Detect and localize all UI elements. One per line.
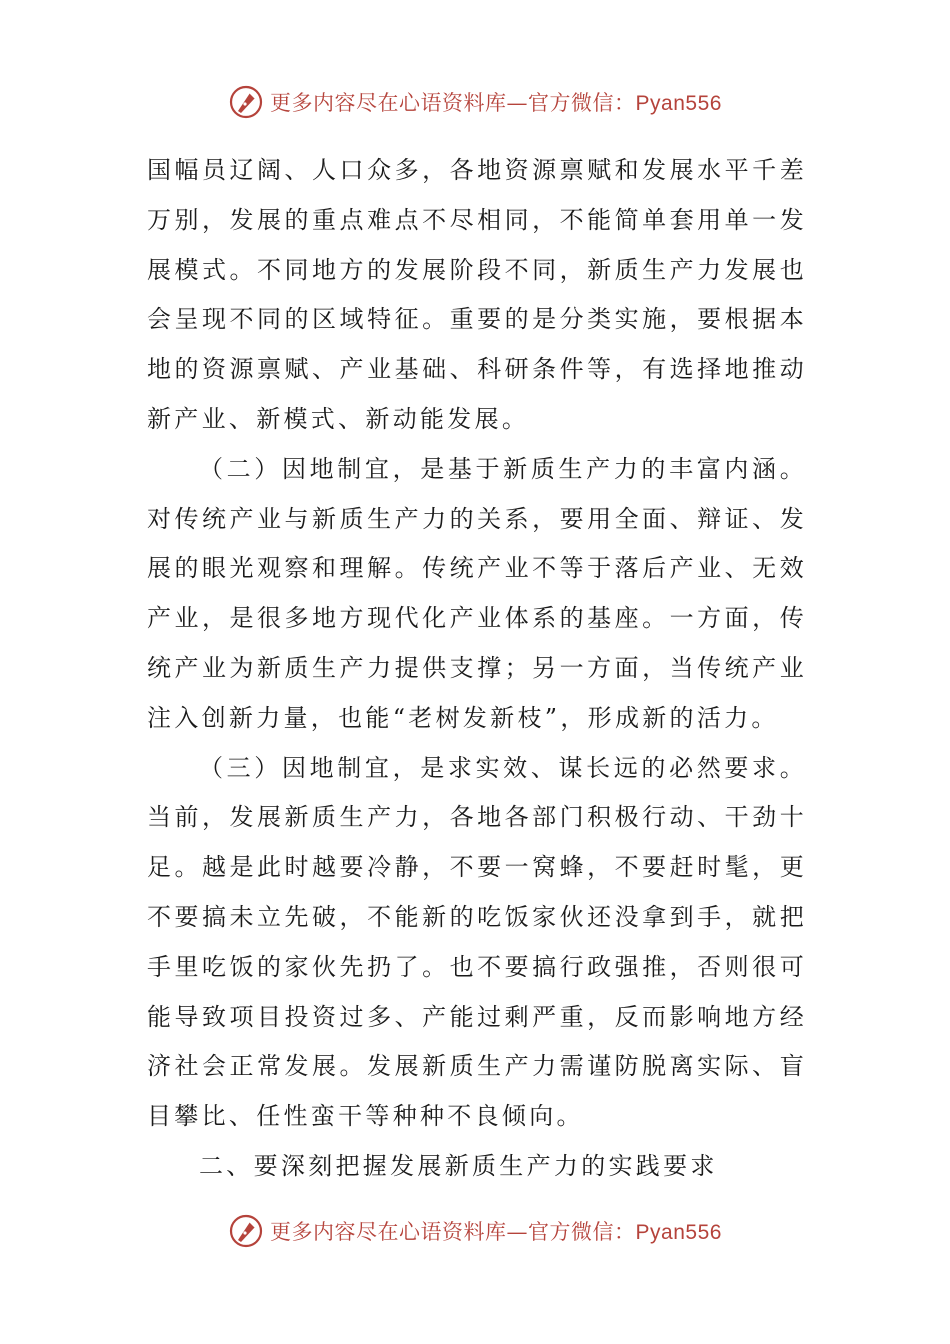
header-banner bbox=[0, 80, 950, 124]
paragraph-2: （二）因地制宜，是基于新质生产力的丰富内涵。对传统产业与新质生产力的关系，要用全面、辩证、发展的眼光观察和理解。传统产业不等于落后产业、无效产业，是很多地方现代化产业体系的基座。一方面，传统产业为新质生产力提供支撑；另一方面，当传统产业注入创新力量，也能“老树发新枝”，形成新的活力。 bbox=[147, 454, 807, 732]
pen-nib-logo-icon bbox=[228, 1213, 264, 1249]
paragraph-3: （三）因地制宜，是求实效、谋长远的必然要求。当前，发展新质生产力，各地各部门积极行动、干劲十足。越是此时越要冷静，不要一窝蜂，不要赶时髦，更不要搞未立先破，不能新的吃饭家伙还没拿到手，就把手里吃饭的家伙先扔了。也不要搞行政强推，否则很可能导致项目投资过多、产能过剩严重，反而影响地方经济社会正常发展。发展新质生产力需谨防脱离实际、盲目攀比、任性蛮干等种种不良倾向。 bbox=[147, 753, 807, 1131]
document-body bbox=[147, 146, 807, 1192]
banner-text: 更多内容尽在心语资料库—官方微信：Pyan556 bbox=[270, 91, 722, 115]
pen-nib-logo-icon bbox=[228, 84, 264, 120]
section-heading: 二、要深刻把握发展新质生产力的实践要求 bbox=[199, 1151, 718, 1180]
wechat-id: Pyan556 bbox=[635, 1221, 722, 1244]
banner-text: 更多内容尽在心语资料库—官方微信：Pyan556 bbox=[270, 1220, 722, 1244]
footer-banner bbox=[0, 1209, 950, 1253]
wechat-id: Pyan556 bbox=[635, 92, 722, 115]
paragraph-1: 国幅员辽阔、人口众多，各地资源禀赋和发展水平千差万别，发展的重点难点不尽相同，不能简单套用单一发展模式。不同地方的发展阶段不同，新质生产力发展也会呈现不同的区域特征。重要的是分类实施，要根据本地的资源禀赋、产业基础、科研条件等，有选择地推动新产业、新模式、新动能发展。 bbox=[147, 156, 807, 433]
